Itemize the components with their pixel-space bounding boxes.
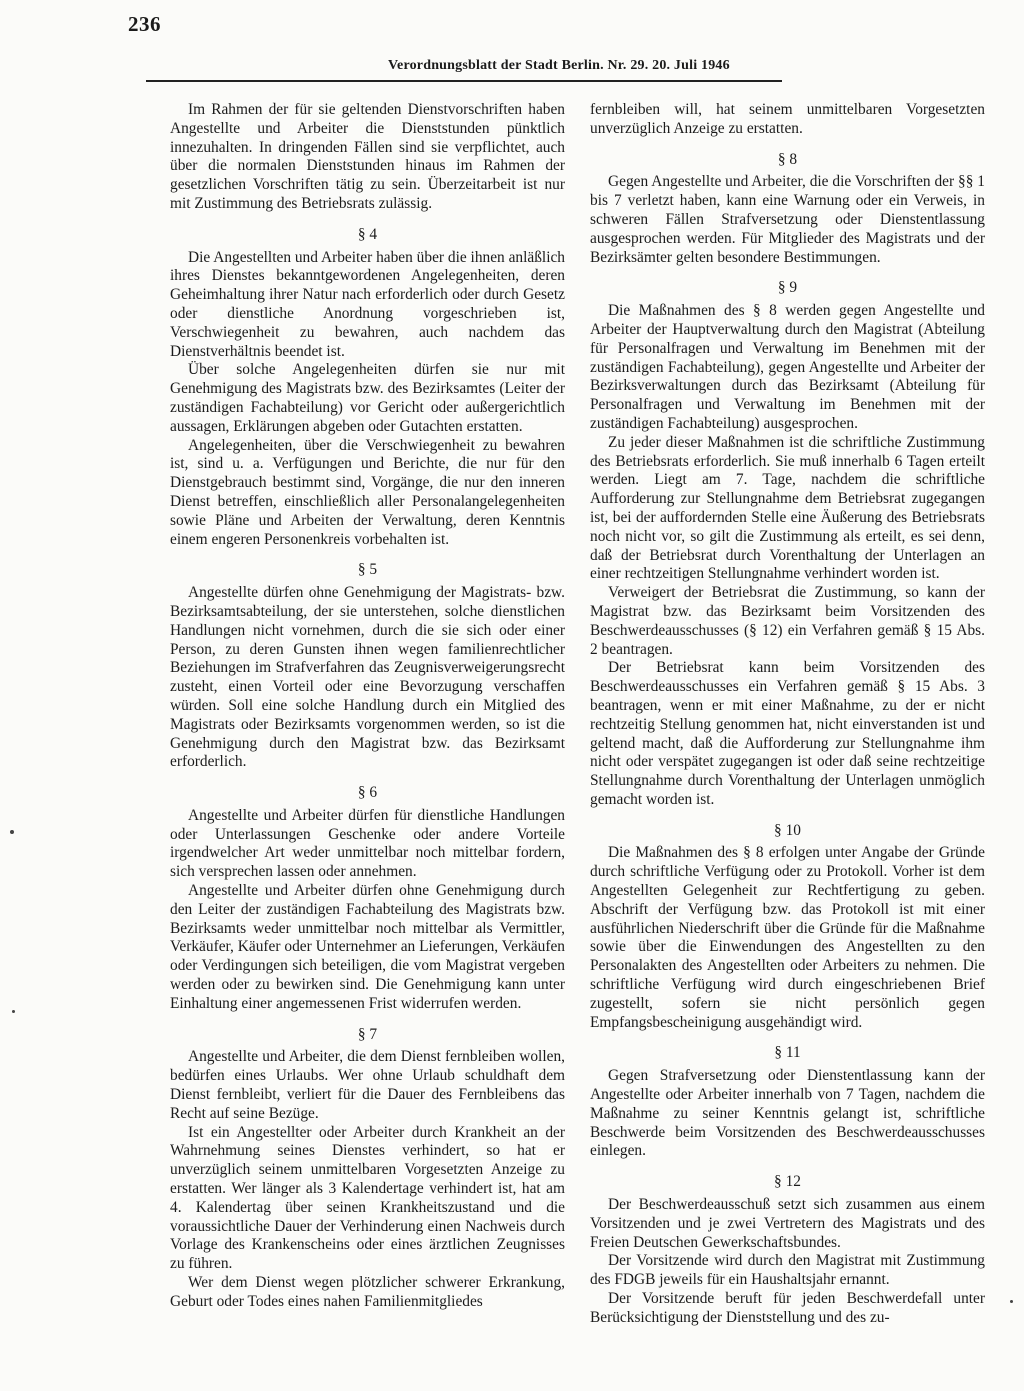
- section-heading-10: § 10: [774, 821, 801, 839]
- paragraph: Die Angestellten und Arbeiter haben über die ihnen anläßlich ihres Dienstes bekanntgewordenen Angelegenheiten, deren Geheimhaltung ihrer Natur nach erforderlich oder durch Gesetz oder dienstliche Anordnung vorgeschrieben ist, Verschwiegenheit zu bewahren, auch nachdem das Dienstverhältnis beendet ist.: [170, 248, 565, 360]
- scan-speck: [1010, 1300, 1013, 1303]
- scan-speck: [12, 1010, 15, 1013]
- page-number: 236: [128, 12, 161, 36]
- paragraph: Gegen Strafversetzung oder Dienstentlassung kann der Angestellte oder Arbeiter innerhalb von 7 Tagen, nachdem die Maßnahme zu seiner Kenntnis gelangt ist, schriftliche Beschwerde beim Vorsitzenden des Beschwerdeausschusses einlegen.: [590, 1067, 985, 1160]
- paragraph: Angestellte und Arbeiter dürfen für dienstliche Handlungen oder Unterlassungen Geschenke oder andere Vorteile irgendwelcher Art weder unmittelbar noch mittelbar fordern, sich versprechen lassen oder annehmen.: [170, 806, 565, 881]
- paragraph: Die Maßnahmen des § 8 erfolgen unter Angabe der Gründe durch schriftliche Verfügung oder zu Protokoll. Vorher ist dem Angestellten Gelegenheit zur Rechtfertigung zu geben. Abschrift der Verfügung bzw. das Protokoll ist mit einer ausführlichen Niederschrift über die Gründe für die Maßnahme sowie über die Einwendungen des Angestellten zu den Personalakten des Angestellten oder Arbeiters zu nehmen. Die schriftliche Verfügung wird durch eingeschriebenen Brief zugestellt, sofern sie nicht persönlich gegen Empfangsbescheinigung ausgehändigt wird.: [590, 844, 985, 1031]
- paragraph: Über solche Angelegenheiten dürfen sie nur mit Genehmigung des Magistrats bzw. des Bezirksamtes (Leiter der zuständigen Fachabteilung) vor Gericht oder außergerichtlich aussagen, Erklärungen abgeben oder Gutachten erstatten.: [170, 361, 565, 435]
- left-column: [170, 101, 565, 1312]
- section-heading-6: § 6: [357, 784, 378, 802]
- scan-speck: [10, 830, 14, 834]
- section-heading-8: § 8: [777, 150, 798, 168]
- paragraph: Im Rahmen der für sie geltenden Dienstvorschriften haben Angestellte und Arbeiter die Dienststunden pünktlich innezuhalten. In dringenden Fällen sind sie verpflichtet, auch über die normalen Dienststunden hinaus im Rahmen der gesetzlichen Vorschriften tätig zu sein. Überzeitarbeit ist nur mit Zustimmung des Betriebsrats zulässig.: [170, 101, 565, 212]
- paragraph: Gegen Angestellte und Arbeiter, die die Vorschriften der §§ 1 bis 7 verletzt haben, kann eine Warnung oder ein Verweis, in schweren Fällen Strafversetzung oder Dienstentlassung ausgesprochen werden. Für Mitglieder des Magistrats und der Bezirksämter gelten besondere Bestimmungen.: [590, 173, 985, 266]
- paragraph: Die Maßnahmen des § 8 werden gegen Angestellte und Arbeiter der Hauptverwaltung durch den Magistrat (Abteilung für Personalfragen und Verwaltung im Benehmen mit der zuständigen Fachabteilung), gegen Angestellte und Arbeiter der Bezirksverwaltungen durch das Bezirksamt (Abteilung für Personalfragen und Verwaltung im Benehmen mit der zuständigen Fachabteilung) ausgesprochen.: [590, 302, 985, 432]
- paragraph: Verweigert der Betriebsrat die Zustimmung, so kann der Magistrat bzw. das Bezirksamt beim Vorsitzenden des Beschwerdeausschusses (§ 12) ein Verfahren gemäß § 15 Abs. 2 beantragen.: [590, 584, 985, 658]
- paragraph: Ist ein Angestellter oder Arbeiter durch Krankheit an der Wahrnehmung seines Dienstes verhindert, so hat er unverzüglich seinem unmittelbaren Vorgesetzten Anzeige zu erstatten. Wer länger als 3 Kalendertage verhindert ist, hat am 4. Kalendertag über seinen Krankheitszustand und die voraussichtliche Dauer der Verhinderung einen Nachweis durch Vorlage des Krankenscheins oder eines ärztlichen Zeugnisses zu führen.: [170, 1123, 565, 1273]
- paragraph: Der Betriebsrat kann beim Vorsitzenden des Beschwerdeausschusses ein Verfahren gemäß § 15 Abs. 3 beantragen, wenn er mit einer Maßnahme, zu der er nicht rechtzeitig Stellung genommen hat, nicht einverstanden ist und geltend macht, daß die Aufforderung zur Stellungnahme ihm nicht oder verspätet zugegangen ist oder daß seine rechtzeitige Stellungnahme durch Vorenthaltung der Unterlagen unmöglich gemacht worden ist.: [590, 659, 985, 808]
- section-heading-11: § 11: [774, 1044, 801, 1062]
- section-heading-9: § 9: [777, 279, 798, 297]
- paragraph: Angestellte und Arbeiter, die dem Dienst fernbleiben wollen, bedürfen eines Urlaubs. Wer ohne Urlaub schuldhaft dem Dienst fernbleibt, verliert für die Dauer des Fernbleibens das Recht auf seine Bezüge.: [170, 1048, 565, 1122]
- paragraph: Der Vorsitzende beruft für jeden Beschwerdefall unter Berücksichtigung der Dienststellung und des zu-: [590, 1290, 985, 1326]
- section-heading-4: § 4: [357, 225, 378, 243]
- section-heading-12: § 12: [774, 1173, 801, 1191]
- paragraph: Angestellte dürfen ohne Genehmigung der Magistrats- bzw. Bezirksamtsabteilung, der sie unterstehen, solche dienstlichen Handlungen nicht vornehmen, durch die sie sich oder einer Person, zu deren Gunsten ihnen wegen familienrechtlicher Beziehungen im Strafverfahren das Zeugnisverweigerungsrecht zusteht, einen Vorteil oder eine Bevorzugung verschaffen würden. Soll eine solche Handlung durch ein Mitglied des Magistrats oder Bezirksamts vorgenommen werden, so ist die Genehmigung durch den Magistrat bzw. das Bezirksamt erforderlich.: [170, 584, 565, 771]
- paragraph: Wer dem Dienst wegen plötzlicher schwerer Erkrankung, Geburt oder Todes eines nahen Familienmitgliedes: [170, 1274, 565, 1310]
- paragraph: Angestellte und Arbeiter dürfen ohne Genehmigung durch den Leiter der zuständigen Fachabteilung des Magistrats bzw. Bezirksamts weder unmittelbar noch mittelbar als Vermittler, Verkäufer, Käufer oder Unternehmer an Lieferungen, Verkäufen oder Verdingungen sich beteiligen, die vom Magistrat vergeben werden oder zu bewirken sind. Die Genehmigung kann unter Einhaltung einer angemessenen Frist widerrufen werden.: [170, 882, 565, 1012]
- section-heading-7: § 7: [357, 1025, 378, 1043]
- running-head: Verordnungsblatt der Stadt Berlin. Nr. 29. 20. Juli 1946: [388, 58, 730, 73]
- paragraph: Angelegenheiten, über die Verschwiegenheit zu bewahren ist, sind u. a. Verfügungen und Berichte, die nur für den Dienstgebrauch bestimmt sind, Vorgänge, die nur den inneren Dienst betreffen, einschließlich aller Personalangelegenheiten sowie Pläne und Arbeiten der Verwaltung, deren Kenntnis einem engeren Personenkreis vorbehalten ist.: [170, 436, 565, 548]
- paragraph: Der Vorsitzende wird durch den Magistrat mit Zustimmung des FDGB jeweils für ein Haushaltsjahr ernannt.: [590, 1252, 985, 1289]
- section-heading-5: § 5: [357, 561, 378, 579]
- header-rule: [146, 80, 782, 82]
- paragraph: Zu jeder dieser Maßnahmen ist die schriftliche Zustimmung des Betriebsrats erforderlich. Sie muß innerhalb 6 Tagen erteilt werden. Liegt am 7. Tage, nachdem die schriftliche Aufforderung zur Stellungnahme dem Betriebsrat zugegangen ist, bei der auffordernden Stelle eine Äußerung des Betriebsrats noch nicht vor, so gilt die Zustimmung als erteilt, es sei denn, daß der Betriebsrat durch Vorenthaltung der Unterlagen an einer rechtzeitigen Stellungnahme verhindert worden ist.: [590, 433, 985, 583]
- paragraph: Der Beschwerdeausschuß setzt sich zusammen aus einem Vorsitzenden und je zwei Vertretern des Magistrats und des Freien Deutschen Gewerkschaftsbundes.: [590, 1196, 985, 1251]
- paragraph-continuation: fernbleiben will, hat seinem unmittelbaren Vorgesetzten unverzüglich Anzeige zu erstatten.: [590, 101, 985, 137]
- right-column: [590, 101, 985, 1328]
